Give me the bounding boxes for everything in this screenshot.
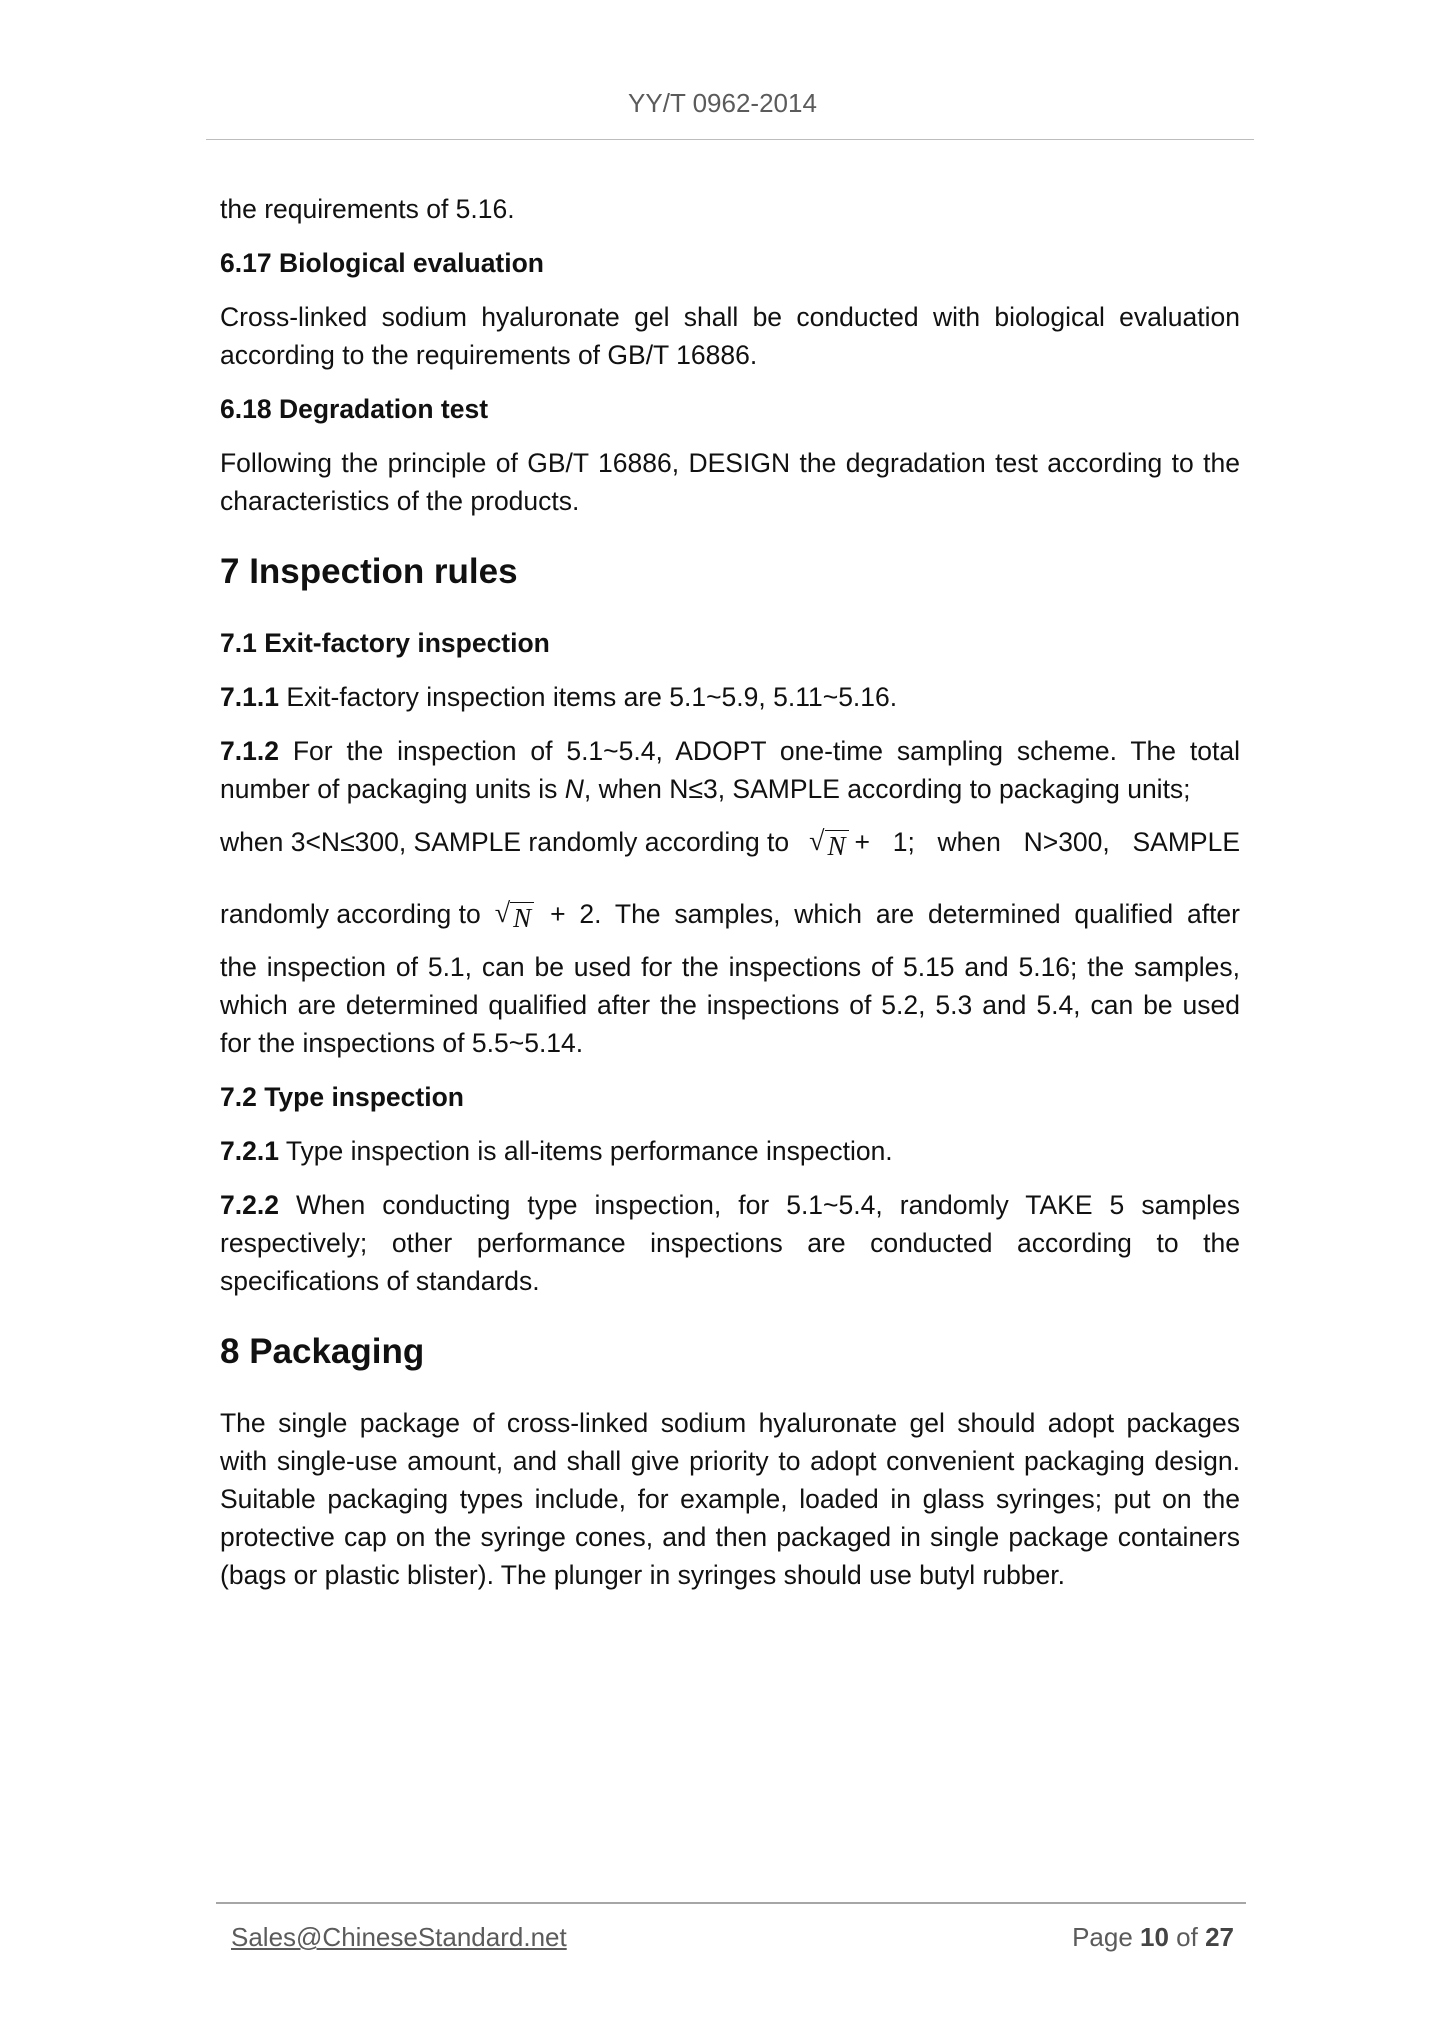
clause-text: randomly according to [220, 899, 481, 929]
sales-email-link[interactable]: Sales@ChineseStandard.net [231, 1922, 567, 1952]
section-7-2-2 [220, 1186, 1240, 1300]
clause-number: 7.1.1 [220, 682, 279, 712]
continued-paragraph: the requirements of 5.16. [220, 194, 515, 224]
footer-divider [216, 1902, 1246, 1904]
section-7-1-2-sqrt-line-2 [220, 890, 1240, 938]
page-body [220, 190, 1240, 1594]
page-current: 10 [1140, 1922, 1169, 1952]
clause-text: Exit-factory inspection items are 5.1~5.9, 5.11~5.16. [278, 682, 898, 712]
variable-n: N [564, 774, 584, 804]
section-7-1-title: 7.1 Exit-factory inspection [220, 628, 550, 658]
clause-text: + 1; when N>300, SAMPLE [854, 827, 1240, 857]
header-divider [206, 139, 1254, 140]
section-7-1-1 [220, 678, 1240, 716]
clause-text: For the inspection of 5.1~5.4, ADOPT one-time sampling scheme. The total number of packaging units is [220, 736, 1240, 804]
section-7-2-title: 7.2 Type inspection [220, 1082, 464, 1112]
section-8-text: The single package of cross-linked sodium hyaluronate gel should adopt packages with single-use amount, and shall give priority to adopt convenient packaging design. Suitable packaging types include, for example, loaded in glass syringes; put on the protective cap on the syringe cones, and then packaged in single package containers (bags or plastic blister). The plunger in syringes should use butyl rubber. [220, 1408, 1240, 1590]
doc-code-header: YY/T 0962-2014 [628, 88, 817, 118]
section-8-title: 8 Packaging [220, 1332, 425, 1371]
section-6-18-text: Following the principle of GB/T 16886, DESIGN the degradation test according to the characteristics of the products. [220, 448, 1240, 516]
section-6-17-text: Cross-linked sodium hyaluronate gel shall be conducted with biological evaluation according to the requirements of GB/T 16886. [220, 302, 1240, 370]
section-6-17-title: 6.17 Biological evaluation [220, 248, 544, 278]
sqrt-n-formula: √ N [809, 823, 848, 861]
section-7-1-2-part2: the inspection of 5.1, can be used for the inspections of 5.15 and 5.16; the samples, which are determined qualified after the inspections of 5.2, 5.3 and 5.4, can be used for the inspections of 5.5~5.14. [220, 952, 1240, 1058]
clause-text: when 3<N≤300, SAMPLE randomly according to [220, 827, 790, 857]
page-indicator [1072, 1922, 1234, 1953]
clause-text: Type inspection is all-items performance inspection. [278, 1136, 893, 1166]
clause-number: 7.1.2 [220, 736, 279, 766]
section-7-1-2-sqrt-line-1 [220, 818, 1240, 866]
clause-number: 7.2.2 [220, 1190, 279, 1220]
clause-text: When conducting type inspection, for 5.1~5.4, randomly TAKE 5 samples respectively; other performance inspections are conducted according to the specifications of standards. [220, 1190, 1240, 1296]
clause-text: + 2. The samples, which are determined qualified after [550, 899, 1240, 929]
section-7-title: 7 Inspection rules [220, 552, 518, 591]
clause-text: , when N≤3, SAMPLE according to packaging units; [583, 774, 1191, 804]
page-total: 27 [1205, 1922, 1234, 1952]
page-label: Page [1072, 1922, 1141, 1952]
section-6-18-title: 6.18 Degradation test [220, 394, 489, 424]
sqrt-variable: N [510, 902, 534, 933]
page-of: of [1168, 1922, 1206, 1952]
section-7-1-2-part1 [220, 732, 1240, 808]
section-7-2-1 [220, 1132, 1240, 1170]
sqrt-n-formula: √ N [495, 895, 534, 933]
sqrt-variable: N [825, 830, 849, 861]
clause-number: 7.2.1 [220, 1136, 279, 1166]
